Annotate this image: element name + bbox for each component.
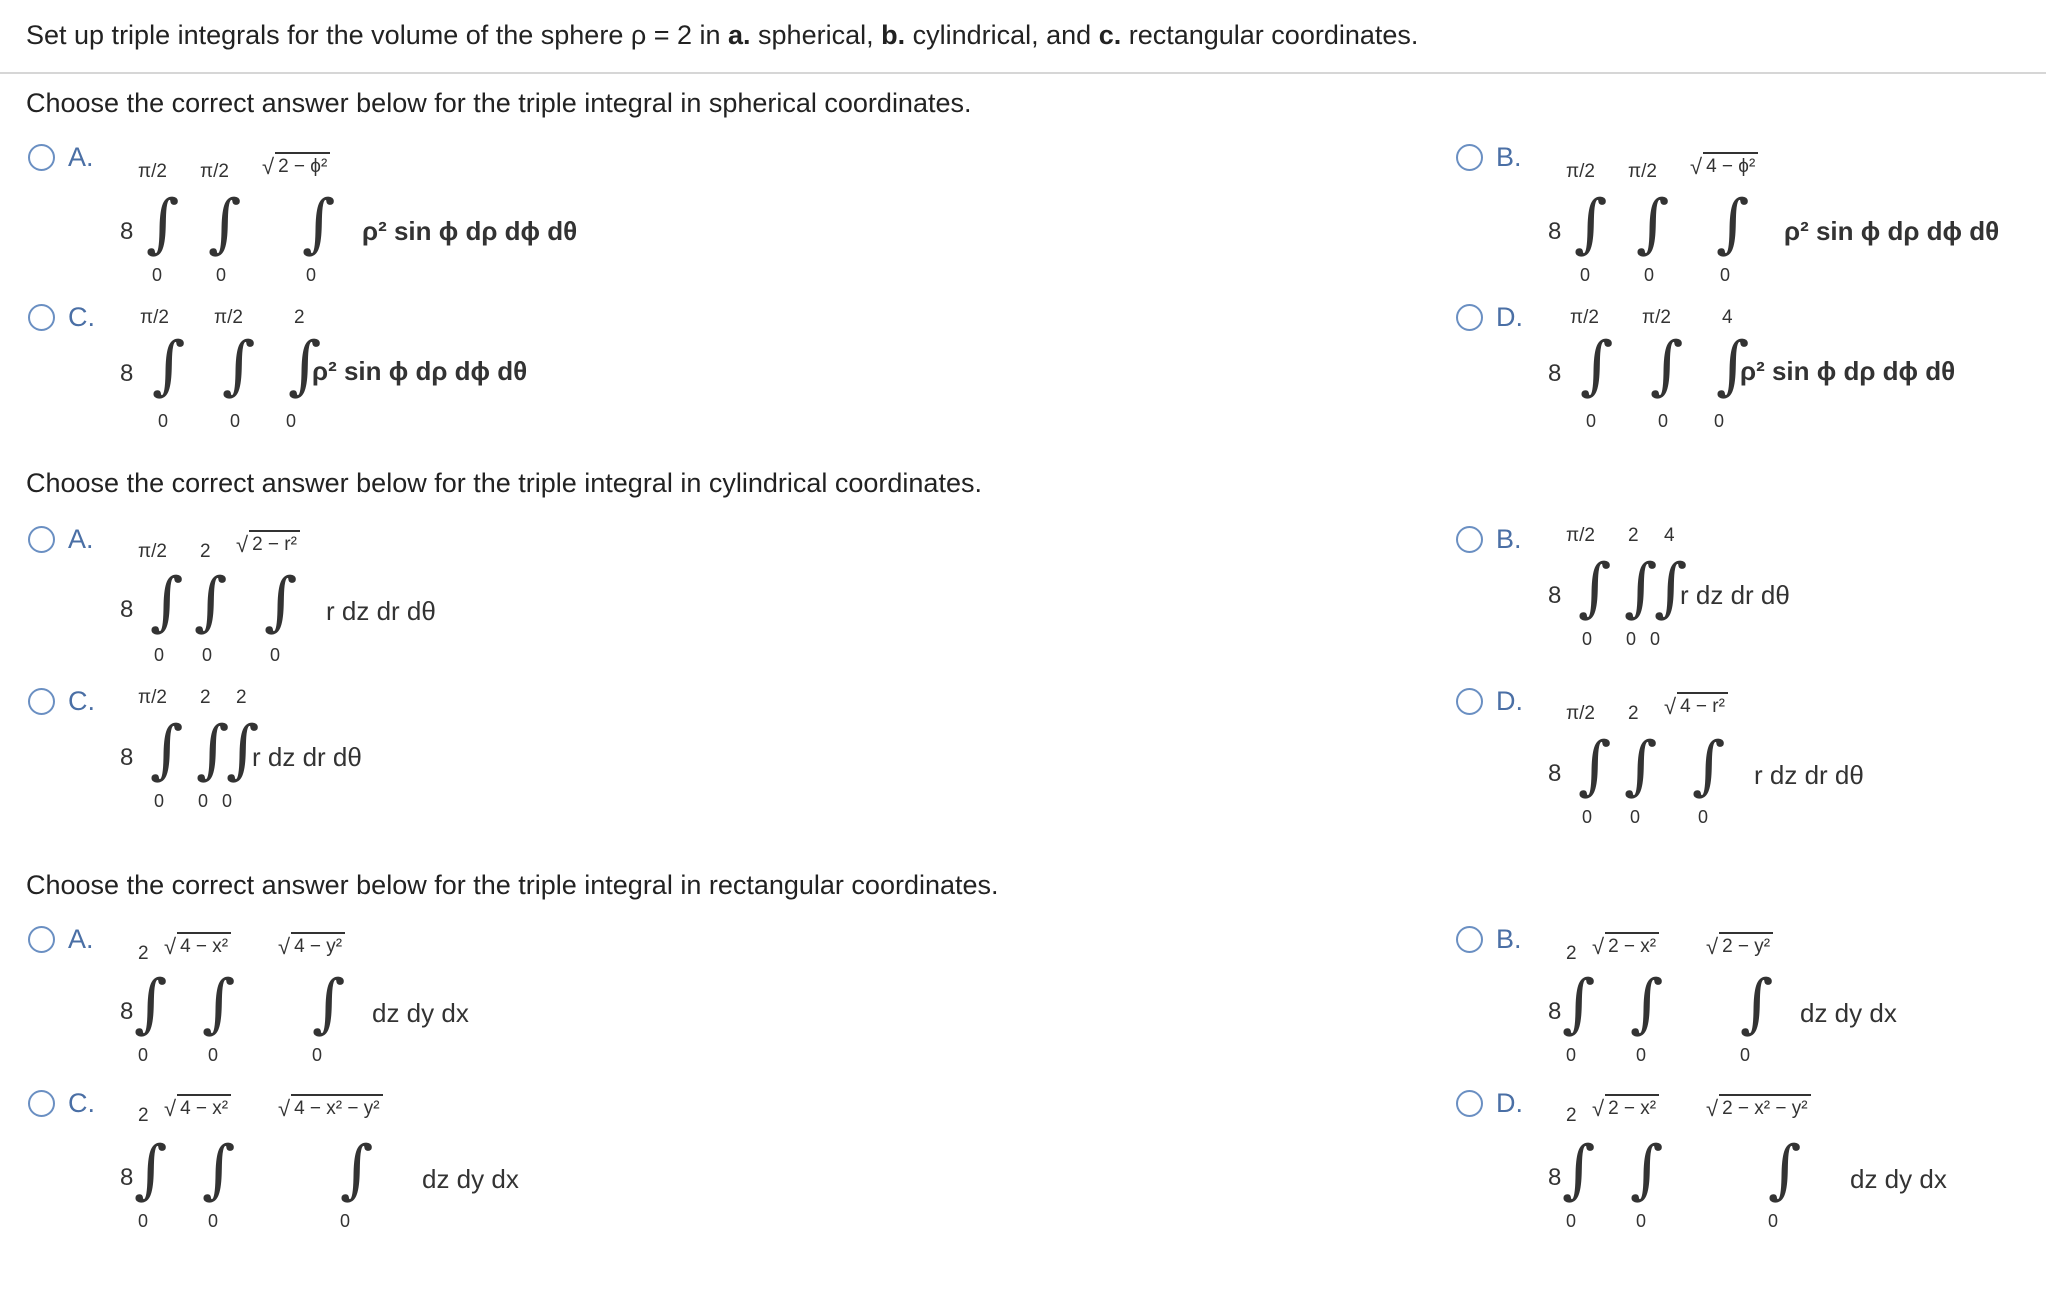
inner-lower-limit: 0 [1720,265,1731,285]
middle-upper-limit: √ 4 − x² [164,932,231,960]
option-letter: B. [1496,142,1522,172]
coefficient: 8 [1548,998,1562,1025]
inner-lower-limit: 0 [286,411,297,431]
option-letter: D. [1496,302,1523,332]
radio-button[interactable] [1456,144,1483,171]
inner-upper-limit: 2 [236,687,247,708]
middle-integral-sign-icon: ∫ [1630,967,1664,1041]
middle-integral-sign-icon: ∫ [1624,729,1658,803]
coefficient: 8 [120,1164,134,1191]
outer-integral-sign-icon: ∫ [150,713,184,787]
coefficient: 8 [1548,218,1562,245]
outer-integral-sign-icon: ∫ [134,967,168,1041]
inner-integral-sign-icon: ∫ [1716,187,1750,261]
header-divider [0,72,2046,74]
outer-lower-limit: 0 [138,1211,149,1231]
rectangular-option-c[interactable] [26,1086,726,1236]
middle-lower-limit: 0 [198,791,209,811]
option-letter: A. [68,524,94,554]
outer-lower-limit: 0 [1582,629,1593,649]
middle-integral-sign-icon: ∫ [1650,329,1684,403]
outer-integral-sign-icon: ∫ [152,329,186,403]
spherical-option-b[interactable] [1454,140,2034,290]
inner-upper-limit: √ 2 − ϕ² [262,152,330,180]
outer-lower-limit: 0 [1580,265,1591,285]
integrand: r dz dr dθ [326,596,436,626]
outer-integral-sign-icon: ∫ [134,1133,168,1207]
middle-lower-limit: 0 [208,1211,219,1231]
cylindrical-option-d[interactable] [1454,684,2034,834]
inner-upper-limit: √ 4 − ϕ² [1690,152,1758,180]
coefficient: 8 [120,998,134,1025]
option-letter: A. [68,924,94,954]
middle-integral-sign-icon: ∫ [1624,551,1658,625]
spherical-heading: Choose the correct answer below for the triple integral in spherical coordinates. [26,88,972,118]
integrand: dz dy dx [1800,998,1897,1028]
option-letter: B. [1496,524,1522,554]
middle-integral-sign-icon: ∫ [194,565,228,639]
outer-upper-limit: π/2 [1566,525,1595,546]
outer-integral-sign-icon: ∫ [1574,187,1608,261]
radio-button[interactable] [1456,304,1483,331]
inner-upper-limit: √ 2 − y² [1706,932,1773,960]
question-prompt: Set up triple integrals for the volume of the sphere ρ = 2 in a. spherical, b. cylindrical, and c. rectangular coordinates. [26,20,1419,50]
inner-integral-sign-icon: ∫ [312,967,346,1041]
inner-upper-limit: 4 [1722,307,1733,328]
outer-lower-limit: 0 [1586,411,1597,431]
middle-lower-limit: 0 [208,1045,219,1065]
outer-upper-limit: π/2 [1570,307,1599,328]
middle-lower-limit: 0 [1636,1211,1647,1231]
middle-upper-limit: 2 [200,541,211,562]
middle-upper-limit: π/2 [1642,307,1671,328]
option-letter: D. [1496,686,1523,716]
inner-lower-limit: 0 [1740,1045,1751,1065]
cylindrical-option-b[interactable] [1454,522,2034,652]
outer-integral-sign-icon: ∫ [1562,1133,1596,1207]
inner-integral-sign-icon: ∫ [226,713,260,787]
option-letter: B. [1496,924,1522,954]
rectangular-option-d[interactable] [1454,1086,2034,1236]
spherical-option-a[interactable] [26,140,726,290]
integrand: ρ² sin ϕ dρ dϕ dθ [362,216,578,246]
outer-upper-limit: 2 [1566,1105,1577,1126]
radio-button[interactable] [28,144,55,171]
integrand: ρ² sin ϕ dρ dϕ dθ [1740,356,1956,386]
middle-lower-limit: 0 [1658,411,1669,431]
inner-integral-sign-icon: ∫ [264,565,298,639]
rectangular-option-b[interactable] [1454,922,2034,1072]
coefficient: 8 [1548,360,1562,387]
outer-integral-sign-icon: ∫ [150,565,184,639]
integrand: dz dy dx [372,998,469,1028]
rectangular-option-a[interactable] [26,922,726,1072]
middle-lower-limit: 0 [216,265,227,285]
integrand: dz dy dx [1850,1164,1947,1194]
outer-lower-limit: 0 [152,265,163,285]
middle-integral-sign-icon: ∫ [202,1133,236,1207]
coefficient: 8 [120,360,134,387]
outer-lower-limit: 0 [154,791,165,811]
inner-lower-limit: 0 [340,1211,351,1231]
middle-upper-limit: 2 [1628,703,1639,724]
inner-integral-sign-icon: ∫ [1654,551,1688,625]
option-letter: D. [1496,1088,1523,1118]
coefficient: 8 [1548,760,1562,787]
outer-lower-limit: 0 [138,1045,149,1065]
inner-lower-limit: 0 [306,265,317,285]
outer-lower-limit: 0 [158,411,169,431]
inner-integral-sign-icon: ∫ [1768,1133,1802,1207]
middle-upper-limit: √ 4 − x² [164,1094,231,1122]
middle-integral-sign-icon: ∫ [1630,1133,1664,1207]
outer-lower-limit: 0 [1566,1045,1577,1065]
inner-upper-limit: √ 4 − r² [1664,692,1728,720]
inner-lower-limit: 0 [312,1045,323,1065]
middle-integral-sign-icon: ∫ [1636,187,1670,261]
inner-upper-limit: √ 4 − y² [278,932,345,960]
integrand: ρ² sin ϕ dρ dϕ dθ [312,356,528,386]
cylindrical-option-a[interactable] [26,522,726,672]
radio-button[interactable] [28,926,55,953]
outer-integral-sign-icon: ∫ [1562,967,1596,1041]
integrand: r dz dr dθ [252,742,362,772]
inner-lower-limit: 0 [1698,807,1709,827]
inner-upper-limit: 4 [1664,525,1675,546]
radio-button[interactable] [28,1090,55,1117]
spherical-option-d[interactable] [1454,300,2034,440]
outer-upper-limit: 2 [138,943,149,964]
radio-button[interactable] [1456,688,1483,715]
integrand: dz dy dx [422,1164,519,1194]
middle-upper-limit: π/2 [214,307,243,328]
outer-upper-limit: π/2 [140,307,169,328]
middle-upper-limit: 2 [200,687,211,708]
outer-upper-limit: π/2 [1566,161,1595,182]
outer-integral-sign-icon: ∫ [1578,729,1612,803]
inner-lower-limit: 0 [222,791,233,811]
outer-lower-limit: 0 [154,645,165,665]
inner-integral-sign-icon: ∫ [1716,329,1750,403]
outer-integral-sign-icon: ∫ [1580,329,1614,403]
inner-integral-sign-icon: ∫ [340,1133,374,1207]
radio-button[interactable] [1456,526,1483,553]
middle-upper-limit: π/2 [200,161,229,182]
middle-upper-limit: √ 2 − x² [1592,1094,1659,1122]
outer-upper-limit: 2 [138,1105,149,1126]
inner-upper-limit: √ 2 − r² [236,530,300,558]
outer-upper-limit: π/2 [138,161,167,182]
inner-upper-limit: √ 2 − x² − y² [1706,1094,1811,1122]
middle-integral-sign-icon: ∫ [208,187,242,261]
outer-lower-limit: 0 [1566,1211,1577,1231]
middle-lower-limit: 0 [1626,629,1637,649]
inner-upper-limit: 2 [294,307,305,328]
middle-lower-limit: 0 [1636,1045,1647,1065]
inner-integral-sign-icon: ∫ [288,329,322,403]
middle-upper-limit: π/2 [1628,161,1657,182]
inner-integral-sign-icon: ∫ [1692,729,1726,803]
outer-lower-limit: 0 [1582,807,1593,827]
option-letter: C. [68,302,95,332]
coefficient: 8 [120,744,134,771]
outer-upper-limit: π/2 [138,687,167,708]
spherical-option-c[interactable] [26,300,726,440]
inner-lower-limit: 0 [1714,411,1725,431]
cylindrical-heading: Choose the correct answer below for the triple integral in cylindrical coordinates. [26,468,982,498]
middle-upper-limit: 2 [1628,525,1639,546]
inner-upper-limit: √ 4 − x² − y² [278,1094,383,1122]
outer-integral-sign-icon: ∫ [146,187,180,261]
outer-upper-limit: 2 [1566,943,1577,964]
inner-lower-limit: 0 [1768,1211,1779,1231]
radio-button[interactable] [28,526,55,553]
middle-lower-limit: 0 [230,411,241,431]
cylindrical-option-c[interactable] [26,684,726,814]
integrand: r dz dr dθ [1754,760,1864,790]
rectangular-heading: Choose the correct answer below for the triple integral in rectangular coordinates. [26,870,999,900]
radio-button[interactable] [28,688,55,715]
integrand: ρ² sin ϕ dρ dϕ dθ [1784,216,2000,246]
radio-button[interactable] [28,304,55,331]
middle-integral-sign-icon: ∫ [196,713,230,787]
radio-button[interactable] [1456,1090,1483,1117]
middle-lower-limit: 0 [202,645,213,665]
radio-button[interactable] [1456,926,1483,953]
option-letter: A. [68,142,94,172]
coefficient: 8 [120,596,134,623]
coefficient: 8 [1548,582,1562,609]
inner-integral-sign-icon: ∫ [1740,967,1774,1041]
outer-integral-sign-icon: ∫ [1578,551,1612,625]
middle-integral-sign-icon: ∫ [222,329,256,403]
option-letter: C. [68,1088,95,1118]
coefficient: 8 [120,218,134,245]
middle-integral-sign-icon: ∫ [202,967,236,1041]
inner-lower-limit: 0 [1650,629,1661,649]
outer-upper-limit: π/2 [138,541,167,562]
inner-lower-limit: 0 [270,645,281,665]
outer-upper-limit: π/2 [1566,703,1595,724]
middle-lower-limit: 0 [1630,807,1641,827]
inner-integral-sign-icon: ∫ [302,187,336,261]
middle-lower-limit: 0 [1644,265,1655,285]
coefficient: 8 [1548,1164,1562,1191]
integrand: r dz dr dθ [1680,580,1790,610]
option-letter: C. [68,686,95,716]
middle-upper-limit: √ 2 − x² [1592,932,1659,960]
